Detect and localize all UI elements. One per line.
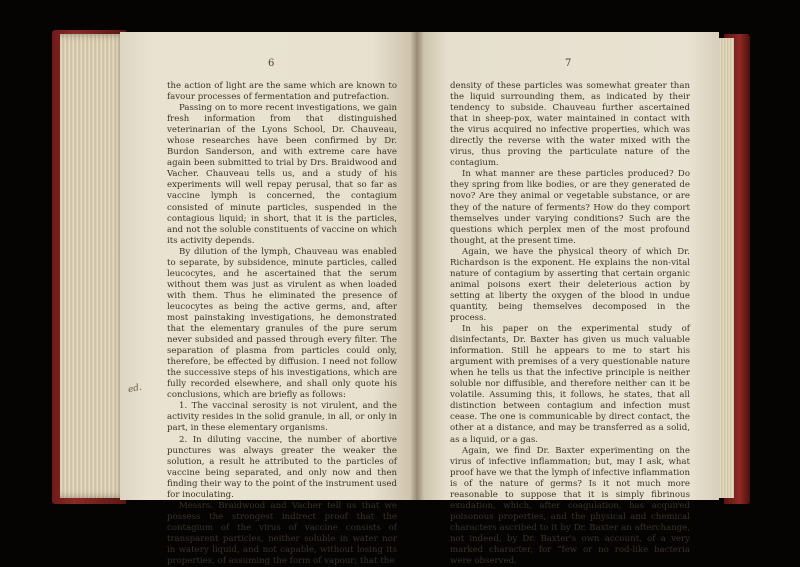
- right-page: [417, 32, 719, 567]
- paragraph: In his paper on the experimental study of disinfectants, Dr. Baxter has given us much valuable information. Still he appears to me to start his argument with premises of a very questionable nature when he tells us that the infective principle is neither soluble nor diffusible, and therefore neither can it be volatile. Assuming this, it follows, he states, that all distinction between contagium and infection must cease. The one is communicable by direct contact, the other at a distance, and may be transferred as a solid, as a liquid, or a gas.: [450, 324, 690, 445]
- left-page: [120, 32, 417, 567]
- paragraph: density of these particles was somewhat greater than the liquid surrounding them, as indicated by their tendency to subside. Chauveau further ascertained that in sheep-pox, water maintained in contact with the virus acquired no infective properties, which was directly the reverse with the water mixed with the virus, thus proving the particulate nature of the contagium.: [450, 81, 690, 169]
- right-page-number: 7: [565, 58, 572, 69]
- right-page-text: [450, 81, 690, 567]
- paragraph: Again, we have the physical theory of which Dr. Richardson is the exponent. He explains the non-vital nature of contagium by asserting that certain organic animal poisons exert their deleterious action by setting at liberty the oxygen of the blood in undue quantity, being themselves decomposed in the process.: [450, 246, 690, 323]
- left-page-text: [167, 81, 397, 567]
- paragraph: the action of light are the same which are known to favour processes of fermentation and putrefaction.: [167, 81, 397, 103]
- paragraph: Passing on to more recent investigations, we gain fresh information from that distinguished veterinarian of the Lyons School, Dr. Chauveau, whose researches have been confirmed by Dr. Burdon Sanderson, and with extreme care have again been submitted to trial by Drs. Braidwood and Vacher. Chauveau tells us, and a study of his experiments will well repay perusal, that so far as vaccine lymph is concerned, the contagium consisted of minute particles, suspended in the contagious liquid; in short, that it is the particles, and not the soluble constituents of vaccine on which its activity depends.: [167, 103, 397, 246]
- paragraph: 1. The vaccinal serosity is not virulent, and the activity resides in the solid granule, in all, or only in part, in these elementary organisms.: [167, 401, 397, 434]
- open-book: [52, 28, 752, 567]
- paragraph: By dilution of the lymph, Chauveau was enabled to separate, by subsidence, minute particles, called leucocytes, and he ascertained that the serum without them was just as virulent as when loaded with them. Thus he eliminated the presence of leucocytes as being the active germs, and, after most painstaking investigations, he demonstrated that the elementary granules of the pure serum never subsided and passed through every filter. The separation of plasma from particles could only, therefore, be effected by diffusion. I need not follow the successive steps of his investigations, which are fully recorded elsewhere, and shall only quote his conclusions, which are briefly as follows:: [167, 246, 397, 401]
- left-page-edges: [60, 34, 128, 498]
- paragraph: Again, we find Dr. Baxter experimenting on the virus of infective inflammation; but, may I ask, what proof have we that the lymph of infective inflammation is of the nature of germs? Is it not much more reasonable to suppose that it is simply fibrinous exudation, which, after coagulation, has acquired poisonous properties, and the physical and chemical characters ascribed to it by Dr. Baxter an afterchange, not indeed, by Dr. Baxter's own account, of a very marked character, for “few or no rod-like bacteria were observed.: [450, 445, 690, 567]
- paragraph: Messrs. Braidwood and Vacher tell us that we possess the strongest indirect proof that the contagium of the virus of vaccine consists of transparent particles, neither soluble in water nor in watery liquid, and not capable, without losing its properties, of assuming the form of vapour; that the: [167, 500, 397, 567]
- book-gutter: [410, 32, 424, 500]
- paragraph: 2. In diluting vaccine, the number of abortive punctures was always greater the weaker the solution, a result he attributed to the particles of vaccine being separated, and only now and then finding their way to the point of the instrument used for inoculating.: [167, 434, 397, 500]
- left-page-number: 6: [268, 58, 275, 69]
- handwritten-margin-note: ed.: [127, 382, 143, 396]
- paragraph: In what manner are these particles produced? Do they spring from like bodies, or are they generated de novo? Are they animal or vegetable substance, or are they of the nature of ferments? How do they comport themselves under varying conditions? Such are the questions which perplex men of the most profound thought, at the present time.: [450, 169, 690, 246]
